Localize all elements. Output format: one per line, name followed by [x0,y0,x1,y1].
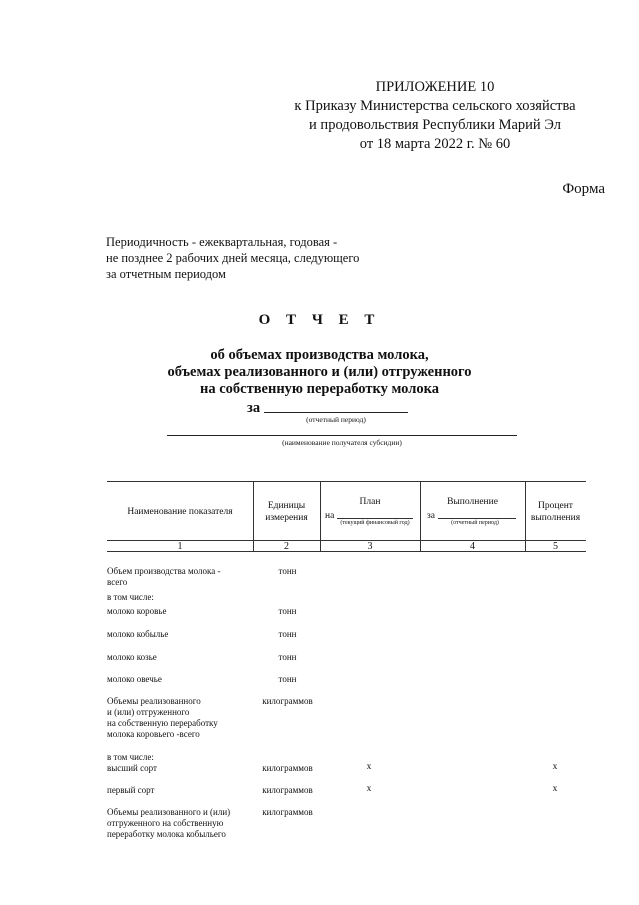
table-row-unit: тонн [278,652,297,662]
header-percent [525,500,586,524]
column-number: 2 [284,541,289,552]
report-subtitle [0,347,639,398]
label-line: первый сорт [107,785,155,795]
subtitle-line: на собственную переработку молока [199,381,440,397]
column-number: 1 [177,541,183,552]
table-row-label [107,674,257,685]
table-row-label [107,566,257,588]
header-plan: План [359,497,381,507]
label-line: Объемы реализованного и (или) [107,807,231,817]
appendix-line: от 18 марта 2022 г. № 60 [359,136,511,152]
table-row-label [107,752,257,774]
table-top-border [107,481,586,482]
label-line: молока коровьего -всего [107,729,200,739]
subtitle-line: об объемах производства молока, [210,347,429,363]
label-line: в том числе: [107,752,154,762]
table-row-unit: тонн [278,674,297,684]
label-line: всего [107,577,128,587]
table-row-label [107,785,257,796]
plan-x-mark: x [366,784,372,794]
label-line: Объем производства молока - [107,566,221,576]
header-units-line: Единицы [267,501,306,511]
table-row-unit: тонн [278,566,297,576]
periodicity-line: не позднее 2 рабочих дней месяца, следующего [106,251,360,265]
header-execution-caption: (отчетный период) [451,520,499,526]
label-line: в том числе: [107,592,154,602]
periodicity-line: за отчетным периодом [106,267,226,281]
header-plan-prefix: на [325,511,335,521]
label-line: Объемы реализованного [107,696,201,706]
table-row-unit: килограммов [262,785,313,795]
appendix-header [270,78,600,154]
appendix-line: ПРИЛОЖЕНИЕ 10 [375,79,495,95]
table-row-unit: килограммов [262,696,313,706]
header-percent-line: Процент [538,501,573,511]
recipient-field-line[interactable] [167,435,517,436]
table-row-label [107,652,257,663]
report-title: О Т Ч Е Т [258,312,381,328]
table-row-label [107,629,257,640]
table-row-label [107,807,257,840]
label-line: молоко кобылье [107,629,169,639]
table-row-unit: тонн [278,606,297,616]
column-number: 3 [367,541,373,552]
header-indicator-name: Наименование показателя [127,507,233,517]
plan-x-mark: x [366,762,372,772]
label-line: молоко козье [107,652,157,662]
label-line: на собственную переработку [107,718,218,728]
header-units-line: измерения [265,513,308,523]
periodicity-note [106,234,359,282]
percent-x-mark: x [552,784,558,794]
execution-period-field-line[interactable] [438,518,516,519]
header-percent-line: выполнения [530,513,581,523]
header-execution-prefix: за [427,511,435,521]
column-number: 5 [553,541,558,552]
appendix-line: и продовольствия Республики Марий Эл [309,117,561,133]
label-line: молоко овечье [107,674,162,684]
period-prefix: за [247,400,261,416]
table-row-label [107,606,257,617]
label-line: молоко коровье [107,606,167,616]
table-row-unit: килограммов [262,807,313,817]
percent-x-mark: x [552,762,558,772]
label-line: и (или) отгруженного [107,707,190,717]
recipient-caption: (наименование получателя субсидии) [282,438,402,447]
table-row-label [107,592,257,603]
label-line: переработку молока кобыльего [107,829,226,839]
header-units [253,500,320,524]
table-row-label [107,696,257,740]
header-plan-caption: (текущий финансовый год) [340,520,410,526]
label-line: отгруженного на собственную [107,818,224,828]
form-label: Форма [562,181,605,197]
header-execution: Выполнение [447,497,498,507]
table-row-unit: килограммов [262,763,313,773]
table-row-unit: тонн [278,629,297,639]
subtitle-line: объемах реализованного и (или) отгруженного [167,364,472,380]
period-caption: (отчетный период) [306,415,366,424]
label-line: высший сорт [107,763,157,773]
appendix-line: к Приказу Министерства сельского хозяйства [294,98,576,114]
period-field-line[interactable] [264,412,408,413]
periodicity-line: Периодичность - ежеквартальная, годовая - [106,235,338,249]
column-number: 4 [470,541,475,552]
plan-year-field-line[interactable] [337,518,413,519]
